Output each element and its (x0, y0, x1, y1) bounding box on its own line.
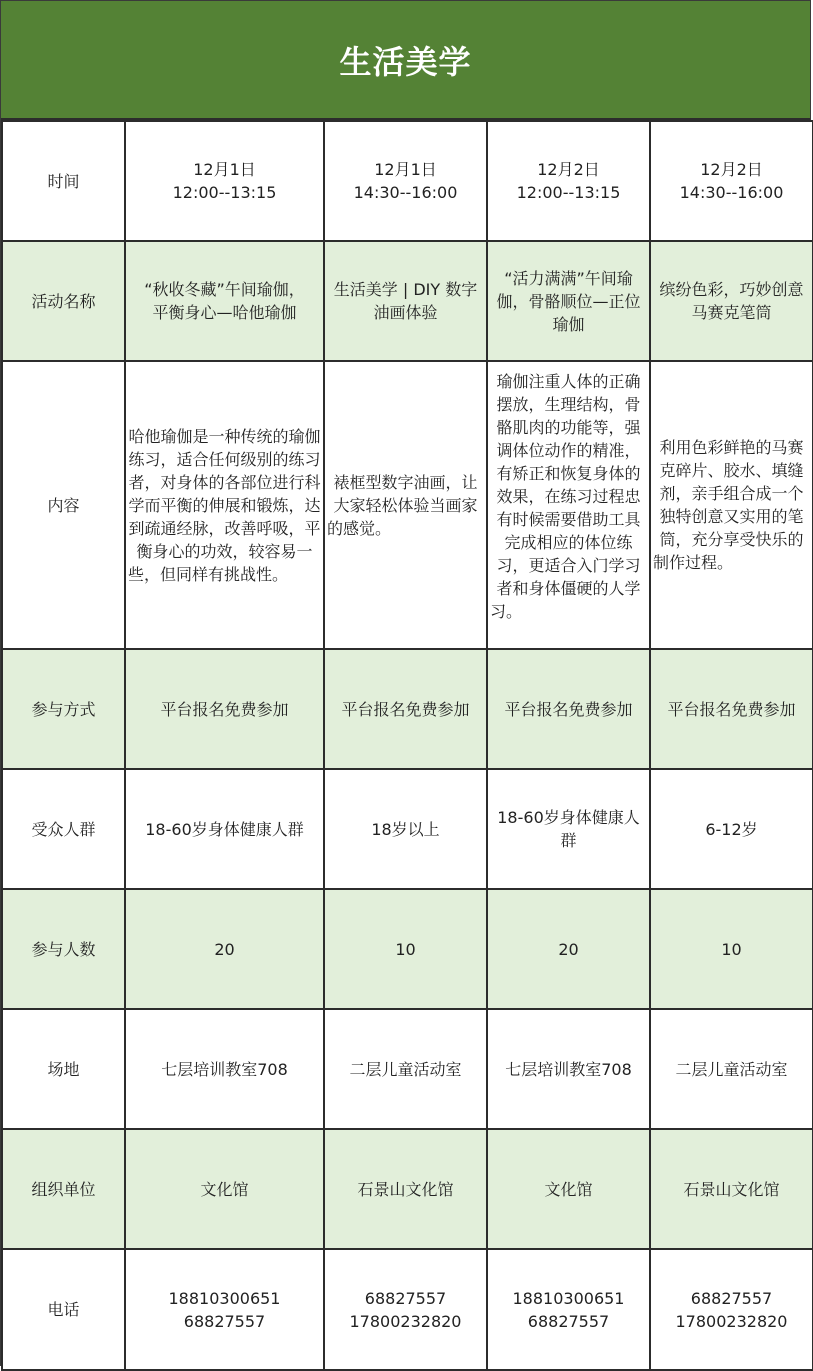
activity-name-cell: 缤纷色彩，巧妙创意 马赛克笔筒 (650, 241, 813, 361)
time-cell: 12月2日 12:00--13:15 (487, 121, 650, 241)
organizer-cell: 石景山文化馆 (324, 1129, 487, 1249)
participation-cell: 平台报名免费参加 (487, 649, 650, 769)
venue-cell: 二层儿童活动室 (324, 1009, 487, 1129)
audience-cell: 6-12岁 (650, 769, 813, 889)
row-content (2, 361, 813, 649)
participant-count-cell: 10 (324, 889, 487, 1009)
venue-cell: 二层儿童活动室 (650, 1009, 813, 1129)
participant-count-cell: 20 (487, 889, 650, 1009)
title-banner (1, 1, 810, 120)
participation-cell: 平台报名免费参加 (650, 649, 813, 769)
content-cell: 瑜伽注重人体的正确摆放，生理结构，骨骼肌肉的功能等，强调体位动作的精准，有矫正和恢复身体的效果，在练习过程忠有时候需要借助工具完成相应的体位练习，更适合入门学习者和身体僵硬的人学习。 (487, 361, 650, 649)
row-organizer (2, 1129, 813, 1249)
organizer-cell: 石景山文化馆 (650, 1129, 813, 1249)
audience-cell: 18-60岁身体健康人群 (125, 769, 324, 889)
participant-count-cell: 20 (125, 889, 324, 1009)
row-audience (2, 769, 813, 889)
time-cell: 12月1日 12:00--13:15 (125, 121, 324, 241)
organizer-cell: 文化馆 (125, 1129, 324, 1249)
phone-cell: 68827557 17800232820 (650, 1249, 813, 1370)
participation-cell: 平台报名免费参加 (125, 649, 324, 769)
label-phone: 电话 (2, 1249, 125, 1370)
activity-name-cell: “秋收冬藏”午间瑜伽， 平衡身心—哈他瑜伽 (125, 241, 324, 361)
content-cell: 裱框型数字油画，让大家轻松体验当画家的感觉。 (324, 361, 487, 649)
audience-cell: 18岁以上 (324, 769, 487, 889)
label-organizer: 组织单位 (2, 1129, 125, 1249)
time-cell: 12月2日 14:30--16:00 (650, 121, 813, 241)
label-participant-count: 参与人数 (2, 889, 125, 1009)
audience-cell: 18-60岁身体健康人 群 (487, 769, 650, 889)
participation-cell: 平台报名免费参加 (324, 649, 487, 769)
organizer-cell: 文化馆 (487, 1129, 650, 1249)
page-title: 生活美学 (339, 42, 472, 81)
label-time: 时间 (2, 121, 125, 241)
phone-cell: 68827557 17800232820 (324, 1249, 487, 1370)
phone-cell: 18810300651 68827557 (487, 1249, 650, 1370)
venue-cell: 七层培训教室708 (125, 1009, 324, 1129)
activity-table (1, 120, 813, 1371)
label-activity-name: 活动名称 (2, 241, 125, 361)
row-venue (2, 1009, 813, 1129)
label-participation: 参与方式 (2, 649, 125, 769)
time-cell: 12月1日 14:30--16:00 (324, 121, 487, 241)
venue-cell: 七层培训教室708 (487, 1009, 650, 1129)
activity-name-cell: “活力满满”午间瑜 伽，骨骼顺位—正位 瑜伽 (487, 241, 650, 361)
content-cell: 利用色彩鲜艳的马赛克碎片、胶水、填缝剂，亲手组合成一个独特创意又实用的笔筒，充分享受快乐的制作过程。 (650, 361, 813, 649)
participant-count-cell: 10 (650, 889, 813, 1009)
row-phone (2, 1249, 813, 1370)
activity-name-cell: 生活美学 | DIY 数字 油画体验 (324, 241, 487, 361)
row-activity-name (2, 241, 813, 361)
row-participation (2, 649, 813, 769)
label-venue: 场地 (2, 1009, 125, 1129)
content-cell: 哈他瑜伽是一种传统的瑜伽练习，适合任何级别的练习者，对身体的各部位进行科学而平衡的伸展和锻炼，达到疏通经脉，改善呼吸，平衡身心的功效，较容易一些，但同样有挑战性。 (125, 361, 324, 649)
row-participant-count (2, 889, 813, 1009)
label-audience: 受众人群 (2, 769, 125, 889)
row-time (2, 121, 813, 241)
phone-cell: 18810300651 68827557 (125, 1249, 324, 1370)
label-content: 内容 (2, 361, 125, 649)
